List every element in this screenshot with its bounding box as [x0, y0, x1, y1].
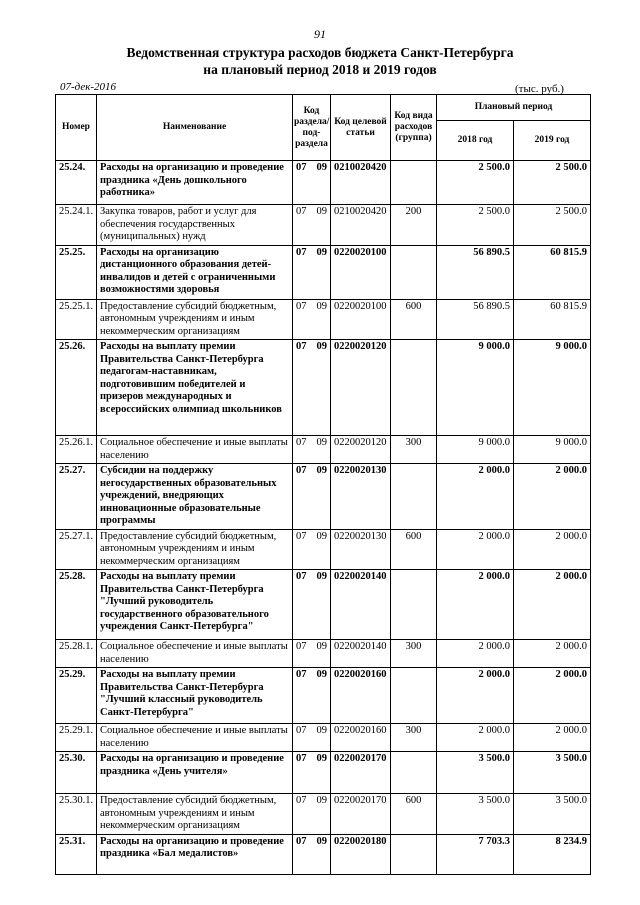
row-amount-2019: 2 000.0 [514, 724, 591, 752]
row-target-code: 0220020160 [331, 724, 391, 752]
podrazdel-code: 09 [316, 571, 327, 582]
razdel-code: 07 [296, 725, 307, 736]
row-razdel [293, 464, 331, 530]
row-number: 25.27. [56, 464, 97, 530]
row-expense-type [391, 570, 437, 640]
row-target-code: 0220020170 [331, 752, 391, 794]
razdel-code: 07 [296, 641, 307, 652]
row-amount-2019: 2 000.0 [514, 529, 591, 570]
row-razdel [293, 752, 331, 794]
document-date: 07-дек-2016 [60, 81, 117, 93]
table-row [56, 529, 591, 570]
table-body [56, 161, 591, 875]
podrazdel-code: 09 [316, 795, 327, 806]
row-amount-2018: 2 000.0 [437, 724, 514, 752]
row-number: 25.24. [56, 161, 97, 205]
row-expense-type: 600 [391, 794, 437, 835]
row-amount-2019: 2 000.0 [514, 640, 591, 668]
row-expense-type [391, 668, 437, 724]
header-nomer: Номер [56, 95, 97, 161]
header-2019: 2019 год [514, 121, 591, 161]
podrazdel-code: 09 [316, 437, 327, 448]
row-expense-type: 300 [391, 640, 437, 668]
row-name: Расходы на организацию и проведение праздника «День учителя» [97, 752, 293, 794]
row-amount-2018: 9 000.0 [437, 436, 514, 464]
row-target-code: 0220020180 [331, 834, 391, 874]
row-expense-type [391, 340, 437, 436]
razdel-code: 07 [296, 341, 307, 352]
header-plan: Плановый период [437, 95, 591, 121]
row-amount-2019: 2 000.0 [514, 668, 591, 724]
row-amount-2018: 2 000.0 [437, 668, 514, 724]
row-expense-type [391, 464, 437, 530]
row-amount-2018: 2 000.0 [437, 464, 514, 530]
row-name: Субсидии на поддержку негосударственных образовательных учреждений, внедряющих инновационные образовательные программы [97, 464, 293, 530]
page-number: 91 [314, 27, 326, 41]
table-row [56, 570, 591, 640]
row-amount-2019: 2 000.0 [514, 464, 591, 530]
row-amount-2018: 7 703.3 [437, 834, 514, 874]
razdel-code: 07 [296, 835, 307, 847]
row-target-code: 0220020100 [331, 299, 391, 340]
row-amount-2018: 9 000.0 [437, 340, 514, 436]
podrazdel-code: 09 [316, 246, 327, 258]
row-amount-2019: 60 815.9 [514, 299, 591, 340]
row-name: Предоставление субсидий бюджетным, автономным учреждениям и иным некоммерческим организациям [97, 529, 293, 570]
table-row [56, 668, 591, 724]
row-target-code: 0220020120 [331, 436, 391, 464]
row-razdel [293, 529, 331, 570]
unit-label: (тыс. руб.) [515, 83, 564, 95]
razdel-code: 07 [296, 246, 307, 258]
header-naim: Наименование [97, 95, 293, 161]
table-row [56, 245, 591, 299]
row-name: Расходы на выплату премии Правительства Санкт-Петербурга "Лучший руководитель государственного образовательного учреждения Санкт-Петербурга" [97, 570, 293, 640]
header-ks: Код целевой статьи [331, 95, 391, 161]
razdel-code: 07 [296, 437, 307, 448]
row-target-code: 0220020140 [331, 570, 391, 640]
row-target-code: 0220020120 [331, 340, 391, 436]
row-target-code: 0220020100 [331, 245, 391, 299]
table-row [56, 340, 591, 436]
row-target-code: 0220020160 [331, 668, 391, 724]
row-number: 25.24.1. [56, 205, 97, 246]
razdel-code: 07 [296, 571, 307, 582]
header-razd: Код раздела/ под-раздела [293, 95, 331, 161]
podrazdel-code: 09 [316, 835, 327, 847]
row-number: 25.29.1. [56, 724, 97, 752]
razdel-code: 07 [296, 162, 307, 173]
row-number: 25.29. [56, 668, 97, 724]
row-target-code: 0210020420 [331, 205, 391, 246]
row-expense-type [391, 161, 437, 205]
table-row [56, 640, 591, 668]
row-razdel [293, 834, 331, 874]
row-amount-2018: 2 000.0 [437, 570, 514, 640]
table-row [56, 299, 591, 340]
row-expense-type [391, 834, 437, 874]
row-amount-2018: 2 000.0 [437, 640, 514, 668]
podrazdel-code: 09 [316, 465, 327, 476]
row-amount-2018: 56 890.5 [437, 299, 514, 340]
row-amount-2019: 3 500.0 [514, 794, 591, 835]
row-expense-type [391, 245, 437, 299]
header-2018: 2018 год [437, 121, 514, 161]
row-amount-2019: 2 000.0 [514, 570, 591, 640]
row-name: Расходы на организацию и проведение праздника «Бал медалистов» [97, 834, 293, 874]
row-target-code: 0220020140 [331, 640, 391, 668]
row-amount-2018: 2 500.0 [437, 205, 514, 246]
podrazdel-code: 09 [316, 206, 327, 217]
row-name: Социальное обеспечение и иные выплаты населению [97, 724, 293, 752]
budget-table [55, 94, 591, 875]
row-amount-2019: 9 000.0 [514, 340, 591, 436]
row-name: Социальное обеспечение и иные выплаты населению [97, 436, 293, 464]
row-amount-2019: 2 500.0 [514, 205, 591, 246]
table-row [56, 752, 591, 794]
razdel-code: 07 [296, 795, 307, 806]
row-number: 25.26. [56, 340, 97, 436]
podrazdel-code: 09 [316, 725, 327, 736]
row-amount-2019: 2 500.0 [514, 161, 591, 205]
razdel-code: 07 [296, 530, 307, 542]
row-number: 25.30. [56, 752, 97, 794]
row-expense-type [391, 752, 437, 794]
row-number: 25.31. [56, 834, 97, 874]
header-vr: Код вида расходов (группа) [391, 95, 437, 161]
row-razdel [293, 668, 331, 724]
row-name: Расходы на выплату премии Правительства Санкт-Петербурга педагогам-наставникам, подготовившим победителей и призеров международных и всероссийских олимпиад школьников [97, 340, 293, 436]
podrazdel-code: 09 [316, 300, 327, 312]
row-razdel [293, 161, 331, 205]
row-amount-2019: 60 815.9 [514, 245, 591, 299]
table-row [56, 794, 591, 835]
row-number: 25.28. [56, 570, 97, 640]
podrazdel-code: 09 [316, 530, 327, 542]
row-number: 25.26.1. [56, 436, 97, 464]
razdel-code: 07 [296, 300, 307, 312]
row-amount-2018: 56 890.5 [437, 245, 514, 299]
row-amount-2019: 3 500.0 [514, 752, 591, 794]
row-expense-type: 300 [391, 724, 437, 752]
row-name: Социальное обеспечение и иные выплаты населению [97, 640, 293, 668]
row-target-code: 0210020420 [331, 161, 391, 205]
row-razdel [293, 640, 331, 668]
title-line-1: Ведомственная структура расходов бюджета Санкт-Петербурга [126, 45, 514, 60]
row-expense-type: 300 [391, 436, 437, 464]
row-expense-type: 600 [391, 299, 437, 340]
razdel-code: 07 [296, 753, 307, 764]
row-number: 25.25.1. [56, 299, 97, 340]
row-name: Расходы на выплату премии Правительства Санкт-Петербурга "Лучший классный руководитель Санкт-Петербурга" [97, 668, 293, 724]
row-number: 25.28.1. [56, 640, 97, 668]
row-razdel [293, 245, 331, 299]
row-razdel [293, 299, 331, 340]
razdel-code: 07 [296, 465, 307, 476]
row-amount-2018: 2 000.0 [437, 529, 514, 570]
row-amount-2019: 9 000.0 [514, 436, 591, 464]
row-number: 25.27.1. [56, 529, 97, 570]
table-header [56, 95, 591, 161]
razdel-code: 07 [296, 669, 307, 680]
table-row [56, 161, 591, 205]
row-razdel [293, 724, 331, 752]
row-target-code: 0220020130 [331, 464, 391, 530]
row-razdel [293, 340, 331, 436]
row-amount-2018: 3 500.0 [437, 794, 514, 835]
row-amount-2018: 3 500.0 [437, 752, 514, 794]
row-name: Расходы на организацию и проведение праздника «День дошкольного работника» [97, 161, 293, 205]
row-expense-type: 600 [391, 529, 437, 570]
podrazdel-code: 09 [316, 162, 327, 173]
page-title [0, 44, 640, 78]
row-razdel [293, 570, 331, 640]
row-amount-2018: 2 500.0 [437, 161, 514, 205]
podrazdel-code: 09 [316, 669, 327, 680]
podrazdel-code: 09 [316, 641, 327, 652]
row-name: Предоставление субсидий бюджетным, автономным учреждениям и иным некоммерческим организациям [97, 299, 293, 340]
row-name: Закупка товаров, работ и услуг для обеспечения государственных (муниципальных) нужд [97, 205, 293, 246]
table-row [56, 724, 591, 752]
row-number: 25.30.1. [56, 794, 97, 835]
row-target-code: 0220020170 [331, 794, 391, 835]
row-razdel [293, 436, 331, 464]
row-name: Предоставление субсидий бюджетным, автономным учреждениям и иным некоммерческим организациям [97, 794, 293, 835]
row-target-code: 0220020130 [331, 529, 391, 570]
row-name: Расходы на организацию дистанционного образования детей-инвалидов и детей с ограниченными возможностями здоровья [97, 245, 293, 299]
table-row [56, 205, 591, 246]
table-row [56, 464, 591, 530]
podrazdel-code: 09 [316, 341, 327, 352]
row-razdel [293, 794, 331, 835]
table-row [56, 834, 591, 874]
row-razdel [293, 205, 331, 246]
row-number: 25.25. [56, 245, 97, 299]
row-expense-type: 200 [391, 205, 437, 246]
table-row [56, 436, 591, 464]
row-amount-2019: 8 234.9 [514, 834, 591, 874]
razdel-code: 07 [296, 206, 307, 217]
title-line-2: на плановый период 2018 и 2019 годов [203, 62, 437, 77]
podrazdel-code: 09 [316, 753, 327, 764]
